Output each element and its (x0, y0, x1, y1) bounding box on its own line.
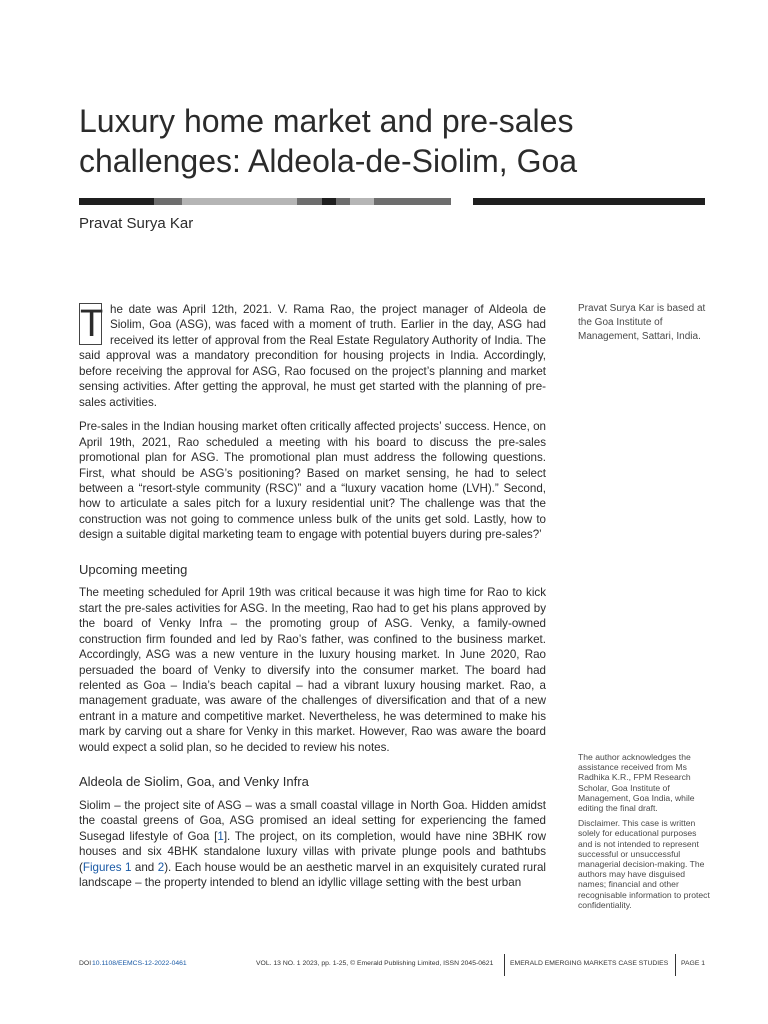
footer-divider (504, 954, 505, 976)
section-heading: Upcoming meeting (79, 561, 188, 577)
journal-name: EMERALD EMERGING MARKETS CASE STUDIES (510, 960, 669, 967)
page-footer (79, 954, 709, 976)
paragraph-text: ]. The project, on its completion, would have nine 3BHK row houses and six 4BHK standalone luxury villas with private plunge pools and bathtubs ( (79, 829, 546, 874)
section-heading: Aldeola de Siolim, Goa, and Venky Infra (79, 774, 309, 790)
volume-info: VOL. 13 NO. 1 2023, pp. 1-25, © Emerald Publishing Limited, ISSN 2045-0621 (256, 960, 494, 967)
paragraph (79, 798, 546, 891)
paragraph (79, 302, 546, 410)
paragraph-text: Siolim – the project site of ASG – was a small coastal village in North Goa. Hidden amidst the coastal greens of Goa, ASG promised an ideal setting for experiencing the famed Susegad lifestyle of Goa [ (79, 798, 546, 843)
doi-link[interactable]: 10.1108/EEMCS-12-2022-0461 (92, 960, 187, 967)
author-affiliation: Pravat Surya Kar is based at the Goa Institute of Management, Sattari, India. (578, 303, 706, 342)
paragraph-text: ). Each house would be an aesthetic marvel in an exquisitely curated rural landscape – the property intended to blend an idyllic village setting with the best urban (79, 860, 547, 889)
article-title: Luxury home market and pre-sales challenges: Aldeola-de-Siolim, Goa (79, 103, 578, 179)
figure-1-link[interactable]: Figures 1 (82, 860, 132, 874)
doi-label: DOI (79, 960, 92, 967)
page-number: PAGE 1 (681, 960, 706, 967)
paragraph: Pre-sales in the Indian housing market often critically affected projects’ success. Hence, on April 19th, 2021, Rao scheduled a meeting with his board to discuss the pre-sales promotional plan for ASG. The promotional plan must address the following questions. First, what should be ASG’s positioning? Based on market sensing, he had to select between a “resort-style community (RSC)” and a “luxury vacation home (LVH).” Second, how to articulate a sales pitch for a luxury residential unit? The challenge was that the construction was not going to commence unless bulk of the units get sold. Lastly, how to design a suitable digital marketing team to engage with potential buyers during pre-sales?’ (79, 420, 546, 542)
paragraph: The meeting scheduled for April 19th was critical because it was high time for Rao to kick start the pre-sales activities for ASG. In the meeting, Rao had to get his plans approved by the board of Venky Infra – the promoting group of ASG. Venky, a family-owned construction firm founded and led by Rao’s father, was confined to the business market. Accordingly, ASG was a new venture in the luxury housing market. In June 2020, Rao persuaded the board of Venky to diversify into the consumer market. The board had relented as Goa – India’s beach capital – had a vibrant luxury housing market. Rao, a management graduate, was aware of the challenges of diversification and that of a new entrant in a mature and competitive market. Nevertheless, he was determined to make his mark by carving out a share for Venky in this market. However, Rao was aware the board would expect a solid plan, so he decided to review his notes. (79, 586, 546, 754)
paragraph-text: and (131, 860, 158, 874)
disclaimer: Disclaimer. This case is written solely for educational purposes and is not intended to represent successful or unsuccessful managerial decision-making. The authors may have disguised names; financial and other recognisable information to protect confidentiality. (578, 818, 710, 910)
drop-cap: T (80, 303, 104, 345)
article-body (79, 302, 546, 899)
sidebar-notes (578, 752, 710, 915)
author-name: Pravat Surya Kar (79, 215, 194, 232)
title-rule (79, 198, 705, 205)
acknowledgement: The author acknowledges the assistance received from Ms Radhika K.R., FPM Research Scholar, Goa Institute of Management, Goa India, while editing the final draft. (578, 752, 695, 814)
figure-2-link[interactable]: 2 (157, 860, 165, 874)
reference-link[interactable]: 1 (217, 829, 224, 843)
footer-divider (675, 954, 676, 976)
paragraph-text: he date was April 12th, 2021. V. Rama Rao, the project manager of Aldeola de Siolim, Goa (ASG), was faced with a moment of truth. Earlier in the day, ASG had received its letter of approval from the Real Estate Regulatory Authority of India. The said approval was a mandatory precondition for housing projects in India. Accordingly, before receiving the approval for ASG, Rao focused on the project’s planning and market sensing activities. After getting the approval, he must get started with the planning of pre-sales activities. (79, 303, 546, 409)
